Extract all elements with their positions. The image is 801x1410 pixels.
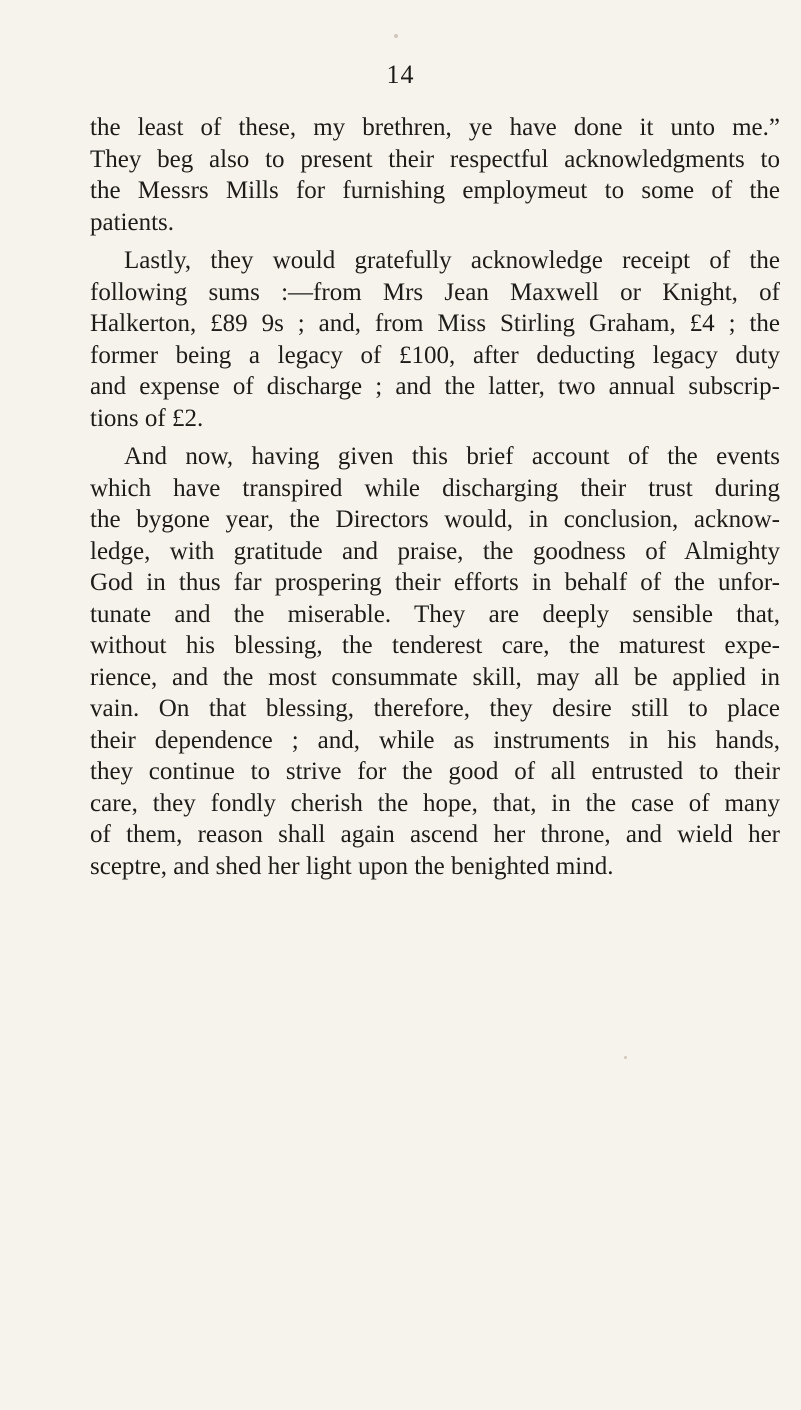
text-line: the Messrs Mills for furnishing employmeut to some of the [90, 177, 780, 204]
text-line: patients. [90, 208, 175, 236]
text-line: tunate and the miserable. They are deeply sensible that, [90, 600, 780, 628]
paragraph-2 [90, 245, 780, 434]
paper-speck [624, 1056, 627, 1059]
paragraph-3 [90, 441, 780, 882]
text-line: following sums :—from Mrs Jean Maxwell or Knight, of [90, 278, 780, 306]
text-line: which have transpired while discharging their trust during [90, 474, 780, 502]
page-number: 14 [386, 60, 415, 89]
text-line: Halkerton, £89 9s ; and, from Miss Stirling Graham, £4 ; the [90, 310, 780, 337]
text-line: and expense of discharge ; and the latter, two annual subscrip- [90, 373, 780, 400]
text-line: rience, and the most consummate skill, may all be applied in [90, 663, 780, 691]
text-line: their dependence ; and, while as instruments in his hands, [90, 726, 780, 754]
text-line: the least of these, my brethren, ye have done it unto me.” [90, 114, 780, 141]
paragraph-1 [90, 112, 780, 238]
text-line: Lastly, they would gratefully acknowledge receipt of the [124, 247, 780, 274]
text-line: tions of £2. [90, 404, 204, 432]
text-line: They beg also to present their respectful acknowledgments to [90, 145, 780, 173]
text-line: they continue to strive for the good of all entrusted to their [90, 758, 780, 785]
text-line: vain. On that blessing, therefore, they desire still to place [90, 695, 780, 722]
paper-speck [394, 34, 398, 38]
text-line: the bygone year, the Directors would, in conclusion, acknow- [90, 506, 780, 533]
text-line: former being a legacy of £100, after deducting legacy duty [90, 341, 780, 369]
text-line: without his blessing, the tenderest care, the maturest expe- [90, 632, 780, 659]
text-line: God in thus far prospering their efforts in behalf of the unfor- [90, 569, 780, 596]
text-line: care, they fondly cherish the hope, that, in the case of many [90, 789, 780, 817]
text-line: sceptre, and shed her light upon the benighted mind. [90, 852, 614, 880]
text-line: ledge, with gratitude and praise, the goodness of Almighty [90, 537, 780, 565]
text-line: And now, having given this brief account of the events [124, 443, 780, 470]
text-line: of them, reason shall again ascend her throne, and wield her [90, 821, 780, 848]
body-text [90, 112, 780, 882]
